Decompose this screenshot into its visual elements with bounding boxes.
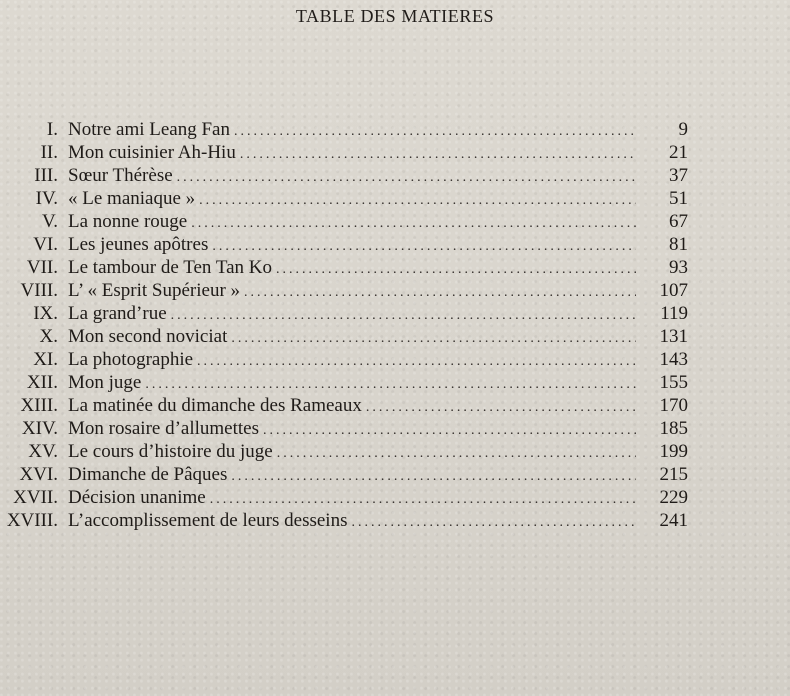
page-title: TABLE DES MATIERES	[295, 6, 495, 26]
toc-label: Les jeunes apôtres	[68, 234, 209, 255]
dot-leader	[277, 442, 636, 465]
dot-leader	[231, 327, 636, 350]
toc-page-number: 170	[659, 395, 688, 416]
toc-row-18	[0, 509, 700, 532]
toc-number: XVIII.	[6, 510, 58, 531]
toc-label-wrap	[68, 486, 636, 511]
toc-row-15	[0, 440, 700, 463]
toc-page-number: 199	[659, 441, 688, 462]
dot-leader	[145, 373, 636, 396]
dot-leader	[212, 235, 636, 258]
toc-number: XIV.	[21, 418, 58, 439]
toc-label-wrap	[68, 325, 636, 350]
toc-page-number: 67	[669, 211, 688, 232]
toc-label: L’ « Esprit Supérieur »	[68, 280, 241, 301]
toc-row-7	[0, 256, 700, 279]
table-of-contents	[0, 118, 700, 532]
toc-label: Le tambour de Ten Tan Ko	[68, 257, 272, 278]
dot-leader	[276, 258, 636, 281]
toc-row-14	[0, 417, 700, 440]
toc-number: X.	[39, 326, 58, 347]
dot-leader	[191, 212, 636, 235]
toc-label: Décision unanime	[68, 487, 206, 508]
dot-leader	[171, 304, 636, 327]
toc-label-wrap	[68, 164, 636, 189]
toc-number: V.	[41, 211, 58, 232]
toc-number: XVII.	[13, 487, 58, 508]
toc-page-number: 9	[678, 119, 688, 140]
toc-label: Mon second noviciat	[68, 326, 228, 347]
dot-leader	[240, 143, 636, 166]
toc-label-wrap	[68, 279, 636, 304]
toc-page-number: 185	[659, 418, 688, 439]
toc-page-number: 51	[669, 188, 688, 209]
toc-number: II.	[40, 142, 58, 163]
dot-leader	[234, 120, 636, 143]
toc-label-wrap	[68, 302, 636, 327]
toc-number: XVI.	[19, 464, 58, 485]
toc-number: XI.	[33, 349, 58, 370]
toc-label-wrap	[68, 141, 636, 166]
dot-leader	[177, 166, 636, 189]
toc-row-11	[0, 348, 700, 371]
toc-row-6	[0, 233, 700, 256]
toc-page-number: 107	[659, 280, 688, 301]
toc-label: Mon cuisinier Ah-Hiu	[68, 142, 236, 163]
toc-row-13	[0, 394, 700, 417]
toc-row-9	[0, 302, 700, 325]
toc-label-wrap	[68, 509, 636, 534]
toc-label: La matinée du dimanche des Rameaux	[68, 395, 362, 416]
toc-label: La nonne rouge	[68, 211, 188, 232]
toc-row-16	[0, 463, 700, 486]
toc-number: VI.	[33, 234, 58, 255]
toc-label-wrap	[68, 348, 636, 373]
toc-page-number: 93	[669, 257, 688, 278]
toc-number: XV.	[28, 441, 58, 462]
toc-row-3	[0, 164, 700, 187]
dot-leader	[197, 350, 636, 373]
toc-row-2	[0, 141, 700, 164]
toc-label-wrap	[68, 233, 636, 258]
toc-label-wrap	[68, 394, 636, 419]
toc-number: IV.	[35, 188, 58, 209]
toc-row-8	[0, 279, 700, 302]
toc-page-number: 21	[669, 142, 688, 163]
toc-page-number: 37	[669, 165, 688, 186]
toc-number: VIII.	[20, 280, 58, 301]
dot-leader	[244, 281, 636, 304]
toc-number: IX.	[33, 303, 58, 324]
toc-page-number: 131	[659, 326, 688, 347]
toc-page-number: 119	[660, 303, 688, 324]
toc-label: La grand’rue	[68, 303, 167, 324]
toc-label-wrap	[68, 440, 636, 465]
toc-row-1	[0, 118, 700, 141]
toc-label-wrap	[68, 187, 636, 212]
toc-page-number: 241	[659, 510, 688, 531]
dot-leader	[210, 488, 636, 511]
toc-label-wrap	[68, 256, 636, 281]
toc-page-number: 215	[659, 464, 688, 485]
toc-page-number: 229	[659, 487, 688, 508]
toc-label-wrap	[68, 371, 636, 396]
toc-page-number: 143	[659, 349, 688, 370]
toc-label: Sœur Thérèse	[68, 165, 173, 186]
toc-number: I.	[46, 119, 58, 140]
toc-label: Dimanche de Pâques	[68, 464, 228, 485]
toc-label: L’accomplissement de leurs desseins	[68, 510, 348, 531]
toc-number: XIII.	[20, 395, 58, 416]
toc-label: La photographie	[68, 349, 194, 370]
dot-leader	[199, 189, 636, 212]
dot-leader	[263, 419, 636, 442]
toc-label-wrap	[68, 463, 636, 488]
dot-leader	[351, 511, 636, 534]
toc-label-wrap	[68, 210, 636, 235]
toc-number: XII.	[26, 372, 58, 393]
dot-leader	[231, 465, 636, 488]
toc-page-number: 81	[669, 234, 688, 255]
toc-row-17	[0, 486, 700, 509]
toc-row-4	[0, 187, 700, 210]
toc-row-5	[0, 210, 700, 233]
toc-label: Mon juge	[68, 372, 142, 393]
toc-page-number: 155	[659, 372, 688, 393]
toc-label-wrap	[68, 118, 636, 143]
toc-number: III.	[34, 165, 58, 186]
toc-number: VII.	[26, 257, 58, 278]
toc-row-12	[0, 371, 700, 394]
toc-label-wrap	[68, 417, 636, 442]
toc-label: « Le maniaque »	[68, 188, 196, 209]
toc-label: Notre ami Leang Fan	[68, 119, 230, 140]
toc-row-10	[0, 325, 700, 348]
toc-label: Le cours d’histoire du juge	[68, 441, 273, 462]
dot-leader	[366, 396, 636, 419]
toc-label: Mon rosaire d’allumettes	[68, 418, 260, 439]
